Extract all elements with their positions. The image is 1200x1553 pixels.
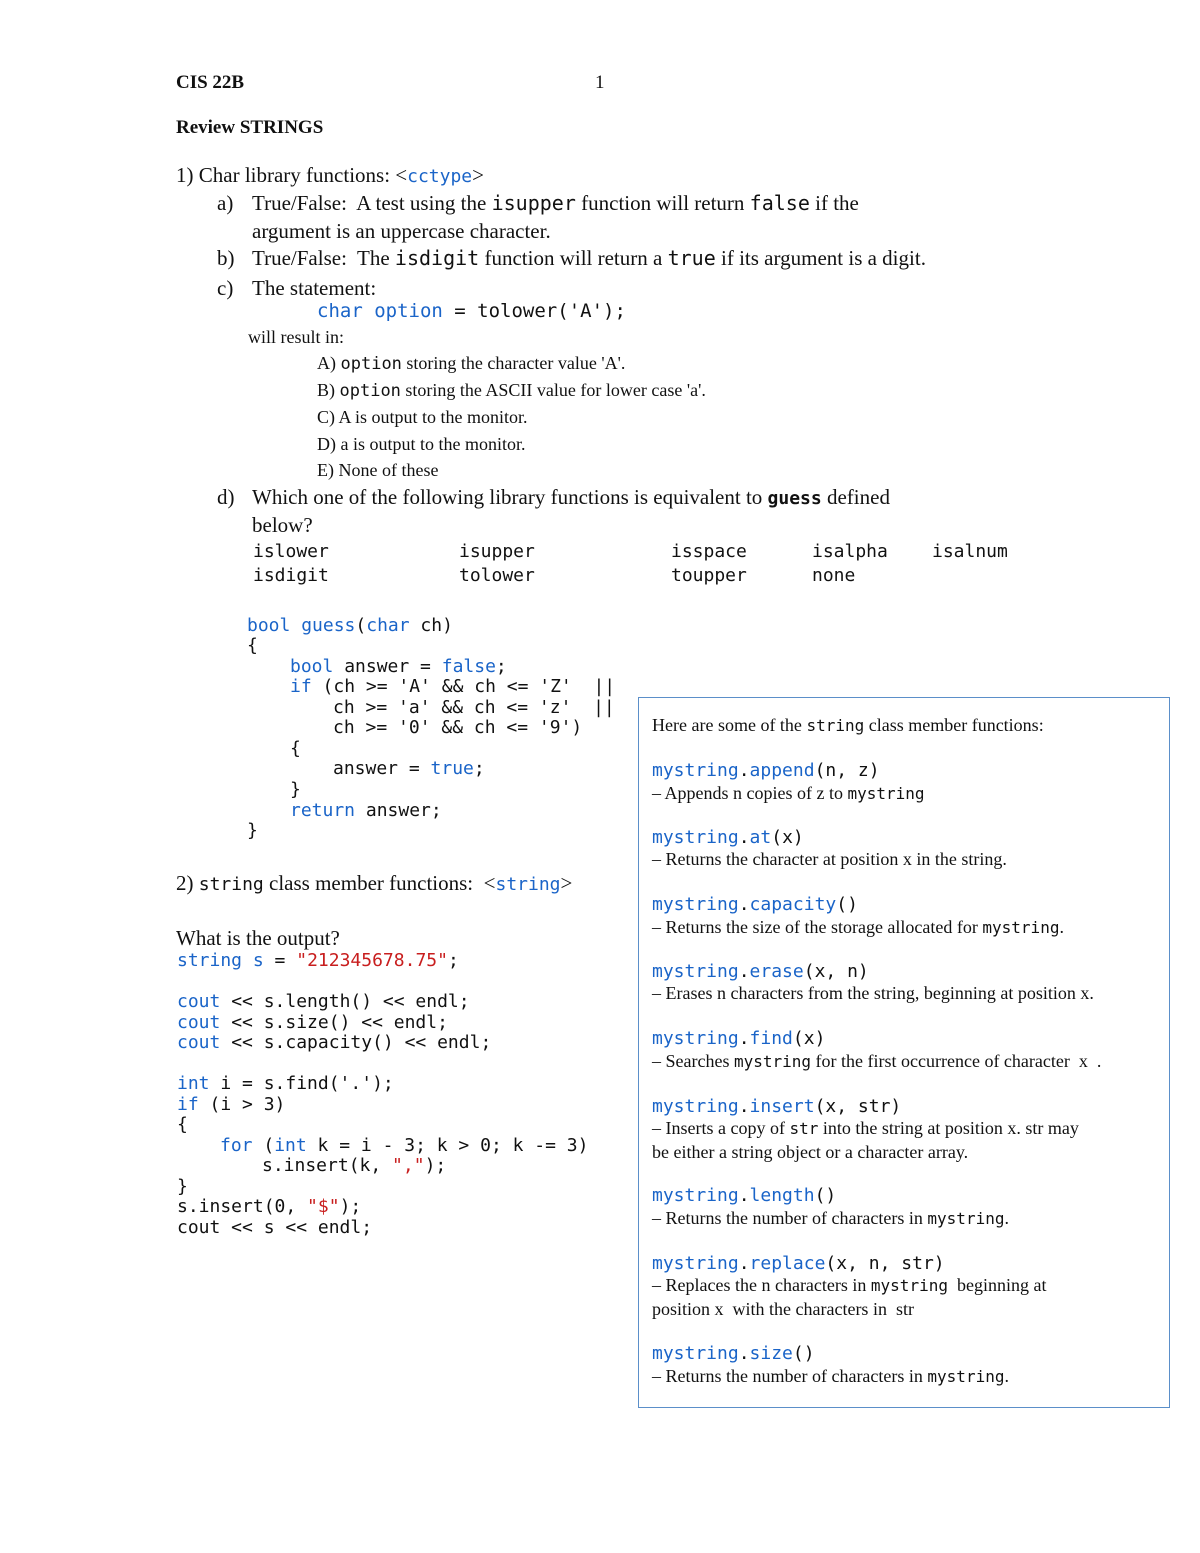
member-function-at: mystring.at(x) <box>652 827 804 848</box>
member-function-description-line2: position x with the characters in str <box>652 1299 914 1319</box>
member-function-capacity: mystring.capacity() <box>652 894 858 915</box>
member-function-description: – Returns the number of characters in mystring. <box>652 1366 1009 1386</box>
code-line: ch >= 'a' && ch <= 'z' || <box>333 697 615 718</box>
code-line: bool guess(char ch) <box>247 615 453 636</box>
member-function-description-line2: be either a string object or a character array. <box>652 1142 969 1162</box>
q1a-text: True/False: A test using the isupper function will return false if the <box>252 191 859 215</box>
member-function-description: – Replaces the n characters in mystring beginning at <box>652 1275 1047 1295</box>
member-function-description: – Inserts a copy of str into the string at position x. str may <box>652 1118 1079 1138</box>
member-function-description: – Appends n copies of z to mystring <box>652 783 925 803</box>
code-line: } <box>290 779 301 800</box>
q1a-letter: a) <box>217 191 234 215</box>
code-line: if (ch >= 'A' && ch <= 'Z' || <box>290 676 616 697</box>
code-line: for (int k = i - 3; k > 0; k -= 3) <box>220 1135 589 1156</box>
q1d-text-line2: below? <box>252 513 313 537</box>
member-function-description: – Returns the number of characters in mystring. <box>652 1208 1009 1228</box>
code-line: string s = "212345678.75"; <box>177 950 459 971</box>
q1c-code: char option = tolower('A'); <box>317 300 626 322</box>
q1c-will-result: will result in: <box>248 327 344 347</box>
code-line: bool answer = false; <box>290 656 507 677</box>
q1c-option-c: C) A is output to the monitor. <box>317 407 528 427</box>
member-function-size: mystring.size() <box>652 1343 815 1364</box>
member-function-replace: mystring.replace(x, n, str) <box>652 1253 945 1274</box>
code-line: return answer; <box>290 800 442 821</box>
q2-question: What is the output? <box>176 926 340 950</box>
member-function-description: – Erases n characters from the string, beginning at position x. <box>652 983 1094 1003</box>
code-line: cout << s.size() << endl; <box>177 1012 448 1033</box>
q1a-text-line2: argument is an uppercase character. <box>252 219 551 243</box>
code-line: } <box>247 820 258 841</box>
code-line: s.insert(0, "$"); <box>177 1196 362 1217</box>
function-option: isupper <box>459 541 535 562</box>
q1b-text: True/False: The isdigit function will return a true if its argument is a digit. <box>252 246 926 270</box>
member-function-erase: mystring.erase(x, n) <box>652 961 869 982</box>
course-code: CIS 22B <box>176 72 245 93</box>
member-function-length: mystring.length() <box>652 1185 837 1206</box>
member-function-insert: mystring.insert(x, str) <box>652 1096 902 1117</box>
code-line: ch >= '0' && ch <= '9') <box>333 717 583 738</box>
code-line: if (i > 3) <box>177 1094 286 1115</box>
function-option: isalpha <box>812 541 888 562</box>
member-function-find: mystring.find(x) <box>652 1028 826 1049</box>
code-line: answer = true; <box>333 758 485 779</box>
function-option: isalnum <box>932 541 1008 562</box>
q1-heading: 1) Char library functions: <cctype> <box>176 163 484 187</box>
code-line: { <box>177 1114 188 1135</box>
q1c-letter: c) <box>217 276 234 300</box>
code-line: int i = s.find('.'); <box>177 1073 394 1094</box>
page-number: 1 <box>595 72 605 93</box>
function-option: none <box>812 565 856 586</box>
q1c-option-e: E) None of these <box>317 460 439 480</box>
member-function-append: mystring.append(n, z) <box>652 760 880 781</box>
function-option: toupper <box>671 565 747 586</box>
code-line: cout << s << endl; <box>177 1217 373 1238</box>
code-line: { <box>290 738 301 759</box>
function-option: islower <box>253 541 329 562</box>
q2-heading: 2) string class member functions: <string> <box>176 871 573 895</box>
q1c-option-d: D) a is output to the monitor. <box>317 434 526 454</box>
q1d-text: Which one of the following library functions is equivalent to guess defined <box>252 485 890 509</box>
code-line: s.insert(k, ","); <box>262 1155 447 1176</box>
q1c-option-a: A) option storing the character value 'A'. <box>317 353 626 374</box>
q1c-option-b: B) option storing the ASCII value for lower case 'a'. <box>317 380 706 401</box>
q1d-letter: d) <box>217 485 235 509</box>
reference-intro: Here are some of the string class member functions: <box>652 715 1044 735</box>
q1c-text: The statement: <box>252 276 377 300</box>
member-function-description: – Returns the size of the storage allocated for mystring. <box>652 917 1064 937</box>
code-line: cout << s.capacity() << endl; <box>177 1032 492 1053</box>
q1b-letter: b) <box>217 246 235 270</box>
code-line: { <box>247 635 258 656</box>
function-option: isspace <box>671 541 747 562</box>
code-line: } <box>177 1176 188 1197</box>
member-function-description: – Returns the character at position x in the string. <box>652 849 1007 869</box>
code-line: cout << s.length() << endl; <box>177 991 470 1012</box>
member-function-description: – Searches mystring for the first occurrence of character x . <box>652 1051 1102 1071</box>
page-title: Review STRINGS <box>176 117 324 138</box>
function-option: tolower <box>459 565 535 586</box>
function-option: isdigit <box>253 565 329 586</box>
